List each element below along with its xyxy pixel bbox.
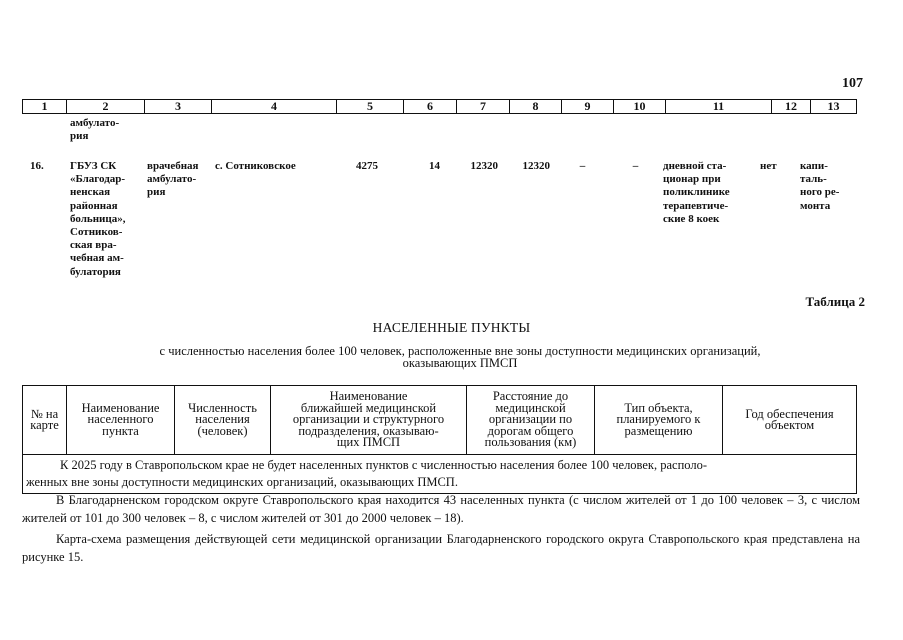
- text-line: монта: [800, 199, 831, 212]
- page-number: 107: [842, 76, 863, 91]
- text-line: медицинской: [495, 400, 566, 415]
- paragraph-settlements: В Благодарненском городском округе Ставропольского края находится 43 населенных пункта (с числом жителей от 1 до 100 человек – 3, с числом жителей от 101 до 300 человек – 8, с числом жителей от 301 до 2000 человек – 18).: [22, 493, 860, 525]
- table-label: Таблица 2: [805, 294, 865, 309]
- text-line: планируемого к: [616, 412, 701, 427]
- organization-name: [70, 160, 142, 279]
- text-line: пользования (км): [484, 435, 577, 450]
- col-number: 1: [23, 100, 67, 114]
- cell-col7: 12320: [470, 160, 498, 172]
- col-number: 13: [811, 100, 857, 114]
- text-line: размещению: [624, 423, 693, 438]
- facility-type: [147, 160, 207, 200]
- text-line: больница»,: [70, 212, 126, 225]
- text-line: «Благодар-: [70, 173, 126, 186]
- location: с. Сотниковское: [215, 160, 296, 172]
- header-map-number: [23, 386, 67, 455]
- table-title: НАСЕЛЕННЫЕ ПУНКТЫ: [372, 320, 531, 335]
- header-object-type: [595, 386, 723, 455]
- text-line: рия: [147, 186, 166, 199]
- header-distance: [467, 386, 595, 455]
- text-line: подразделения, оказываю-: [298, 423, 439, 438]
- cell-col12: нет: [760, 160, 777, 172]
- text-line: организации и структурного: [292, 412, 445, 427]
- text-line: дневной ста-: [663, 160, 727, 172]
- text-line: районная: [70, 199, 118, 212]
- col-number: 7: [457, 100, 510, 114]
- text-line: женных вне зоны доступности медицинских организаций, оказывающих ПМСП.: [26, 475, 458, 489]
- text-line: населенного: [87, 412, 154, 427]
- col-number: 11: [666, 100, 772, 114]
- text-line: таль-: [800, 173, 827, 186]
- text-line: ненская: [70, 186, 111, 199]
- text-line: капи-: [800, 160, 828, 172]
- text-line: пункта: [102, 423, 139, 438]
- cell-col11: [663, 160, 745, 226]
- text-line: (человек): [197, 423, 248, 438]
- text-line: терапевтиче-: [663, 199, 729, 212]
- cell-col6: 14: [429, 160, 440, 172]
- cell-col8: 12320: [522, 160, 550, 172]
- table-subtitle: [80, 345, 840, 369]
- col-number: 4: [212, 100, 337, 114]
- text-line: карте: [30, 418, 59, 432]
- cell-col10: –: [632, 160, 639, 172]
- col-number: 5: [337, 100, 404, 114]
- text-line: чебная ам-: [70, 252, 124, 265]
- text-line: с численностью населения более 100 человек, расположенные вне зоны доступности медицинских организаций,: [159, 344, 761, 358]
- text-line: поликлинике: [663, 186, 730, 199]
- text-line: дорогам общего: [487, 423, 574, 438]
- text-line: организации по: [488, 412, 573, 427]
- row-number: 16.: [30, 160, 44, 172]
- col-number: 6: [404, 100, 457, 114]
- header-settlement-name: [67, 386, 175, 455]
- text-line: Наименование: [81, 400, 160, 415]
- text-line: К 2025 году в Ставропольском крае не будет населенных пунктов с численностью населения более 100 человек, располо-: [60, 458, 708, 472]
- text-line: Наименование: [329, 389, 408, 404]
- col-number: 2: [67, 100, 145, 114]
- header-year: [723, 386, 857, 455]
- text-line: населения: [195, 412, 250, 427]
- text-line: врачебная: [147, 160, 199, 172]
- text-line: ские 8 коек: [663, 212, 720, 225]
- text-line: щих ПМСП: [336, 435, 401, 450]
- text-line: Год обеспечения: [745, 406, 834, 421]
- text-line: ская вра-: [70, 239, 117, 252]
- continued-cell-text: [70, 117, 140, 143]
- text-line: объектом: [764, 418, 815, 432]
- text-line: булатория: [70, 265, 121, 278]
- table1-column-numbers: [22, 99, 857, 114]
- col-number: 8: [510, 100, 562, 114]
- text-line: Численность: [188, 400, 257, 415]
- text-line: Тип объекта,: [624, 400, 693, 415]
- text-line: рия: [70, 130, 89, 143]
- text-line: ционар при: [663, 173, 721, 186]
- settlements-table: [22, 385, 857, 494]
- col-number: 9: [562, 100, 614, 114]
- header-nearest-organization: [271, 386, 467, 455]
- cell-col5: 4275: [356, 160, 378, 172]
- cell-col9: –: [579, 160, 586, 172]
- col-number: 10: [614, 100, 666, 114]
- col-number: 12: [772, 100, 811, 114]
- text-line: № на: [30, 406, 59, 421]
- text-line: амбулато-: [147, 173, 197, 186]
- text-line: оказывающих ПМСП: [402, 356, 518, 370]
- col-number: 3: [145, 100, 212, 114]
- text-line: ного ре-: [800, 186, 840, 199]
- text-line: ГБУЗ СК: [70, 160, 117, 172]
- text-line: Сотников-: [70, 226, 123, 239]
- text-line: амбулато-: [70, 117, 120, 129]
- header-population: [175, 386, 271, 455]
- paragraph-map-reference: Карта-схема размещения действующей сети медицинской организации Благодарненского городского округа Ставропольского края представлена на рисунке 15.: [22, 532, 860, 564]
- table-note: [23, 455, 857, 494]
- text-line: ближайшей медицинской: [300, 400, 437, 415]
- text-line: Расстояние до: [492, 389, 569, 404]
- cell-col13: [800, 160, 850, 213]
